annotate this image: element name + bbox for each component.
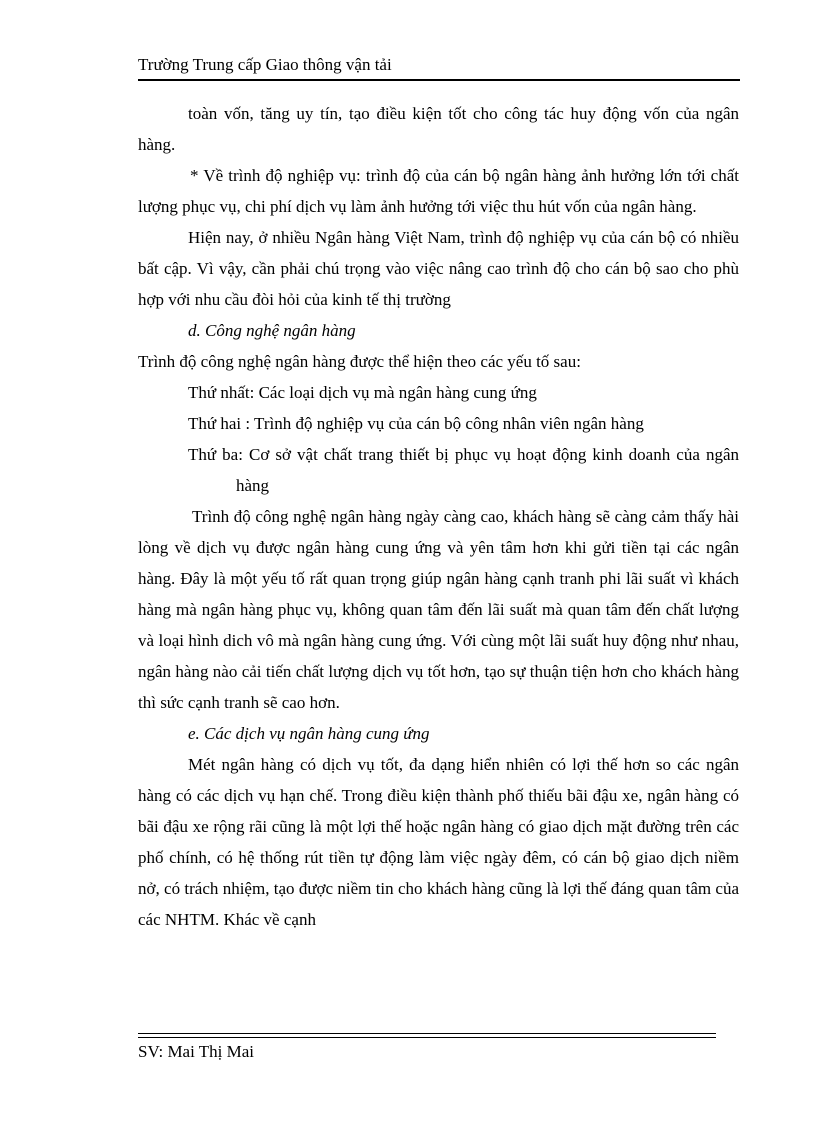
paragraph: toàn vốn, tăng uy tín, tạo điều kiện tốt cho công tác huy động vốn của ngân hàng. [138,104,739,154]
header-title: Trường Trung cấp Giao thông vận tải [138,55,392,74]
list-item: Thứ hai : Trình độ nghiệp vụ của cán bộ công nhân viên ngân hàng [188,414,644,433]
page-footer [138,1041,254,1063]
footer-divider [138,1033,716,1038]
list-item: Thứ ba: Cơ sở vật chất trang thiết bị phục vụ hoạt động kinh doanh của ngân hàng [188,445,739,495]
list-item: Thứ nhất: Các loại dịch vụ mà ngân hàng cung ứng [188,383,537,402]
page-header [138,54,740,81]
paragraph: Hiện nay, ở nhiều Ngân hàng Việt Nam, trình độ nghiệp vụ của cán bộ có nhiều bất cập. Vì vậy, cần phải chú trọng vào việc nâng cao trình độ cho cán bộ sao cho phù hợp với nhu cầu đòi hỏi của kinh tế thị trường [138,228,739,309]
section-heading-e: e. Các dịch vụ ngân hàng cung ứng [188,724,430,743]
footer-author: SV: Mai Thị Mai [138,1042,255,1061]
paragraph: Trình độ công nghệ ngân hàng ngày càng cao, khách hàng sẽ càng cảm thấy hài lòng về dịch vụ được ngân hàng cung ứng và yên tâm hơn khi gửi tiền tại các ngân hàng. Đây là một yếu tố rất quan trọng giúp ngân hàng cạnh tranh phi lãi suất vì khách hàng mà ngân hàng phục vụ, không quan tâm đến lãi suất mà quan tâm đến chất lượng và loại hình dich vô mà ngân hàng cung ứng. Với cùng một lãi suất huy động như nhau, ngân hàng nào cải tiến chất lượng dịch vụ tốt hơn, tạo sự thuận tiện hơn cho khách hàng thì sức cạnh tranh sẽ cao hơn. [138,507,739,712]
section-heading-d: d. Công nghệ ngân hàng [188,321,356,340]
paragraph: * Về trình độ nghiệp vụ: trình độ của cán bộ ngân hàng ảnh hưởng lớn tới chất lượng phục vụ, chi phí dịch vụ làm ảnh hưởng tới việc thu hút vốn của ngân hàng. [138,166,739,216]
paragraph: Mét ngân hàng có dịch vụ tốt, đa dạng hiển nhiên có lợi thế hơn so các ngân hàng có các dịch vụ hạn chế. Trong điều kiện thành phố thiếu bãi đậu xe, ngân hàng có bãi đậu xe rộng rãi cũng là một lợi thế hoặc ngân hàng có giao dịch mặt đường trên các phố chính, có hệ thống rút tiền tự động làm việc ngày đêm, có cán bộ giao dịch niềm nở, có trách nhiệm, tạo được niềm tin cho khách hàng cũng là lợi thế đáng quan tâm của các NHTM. Khác về cạnh [138,755,739,929]
document-body [138,98,739,935]
paragraph: Trình độ công nghệ ngân hàng được thể hiện theo các yếu tố sau: [138,352,581,371]
